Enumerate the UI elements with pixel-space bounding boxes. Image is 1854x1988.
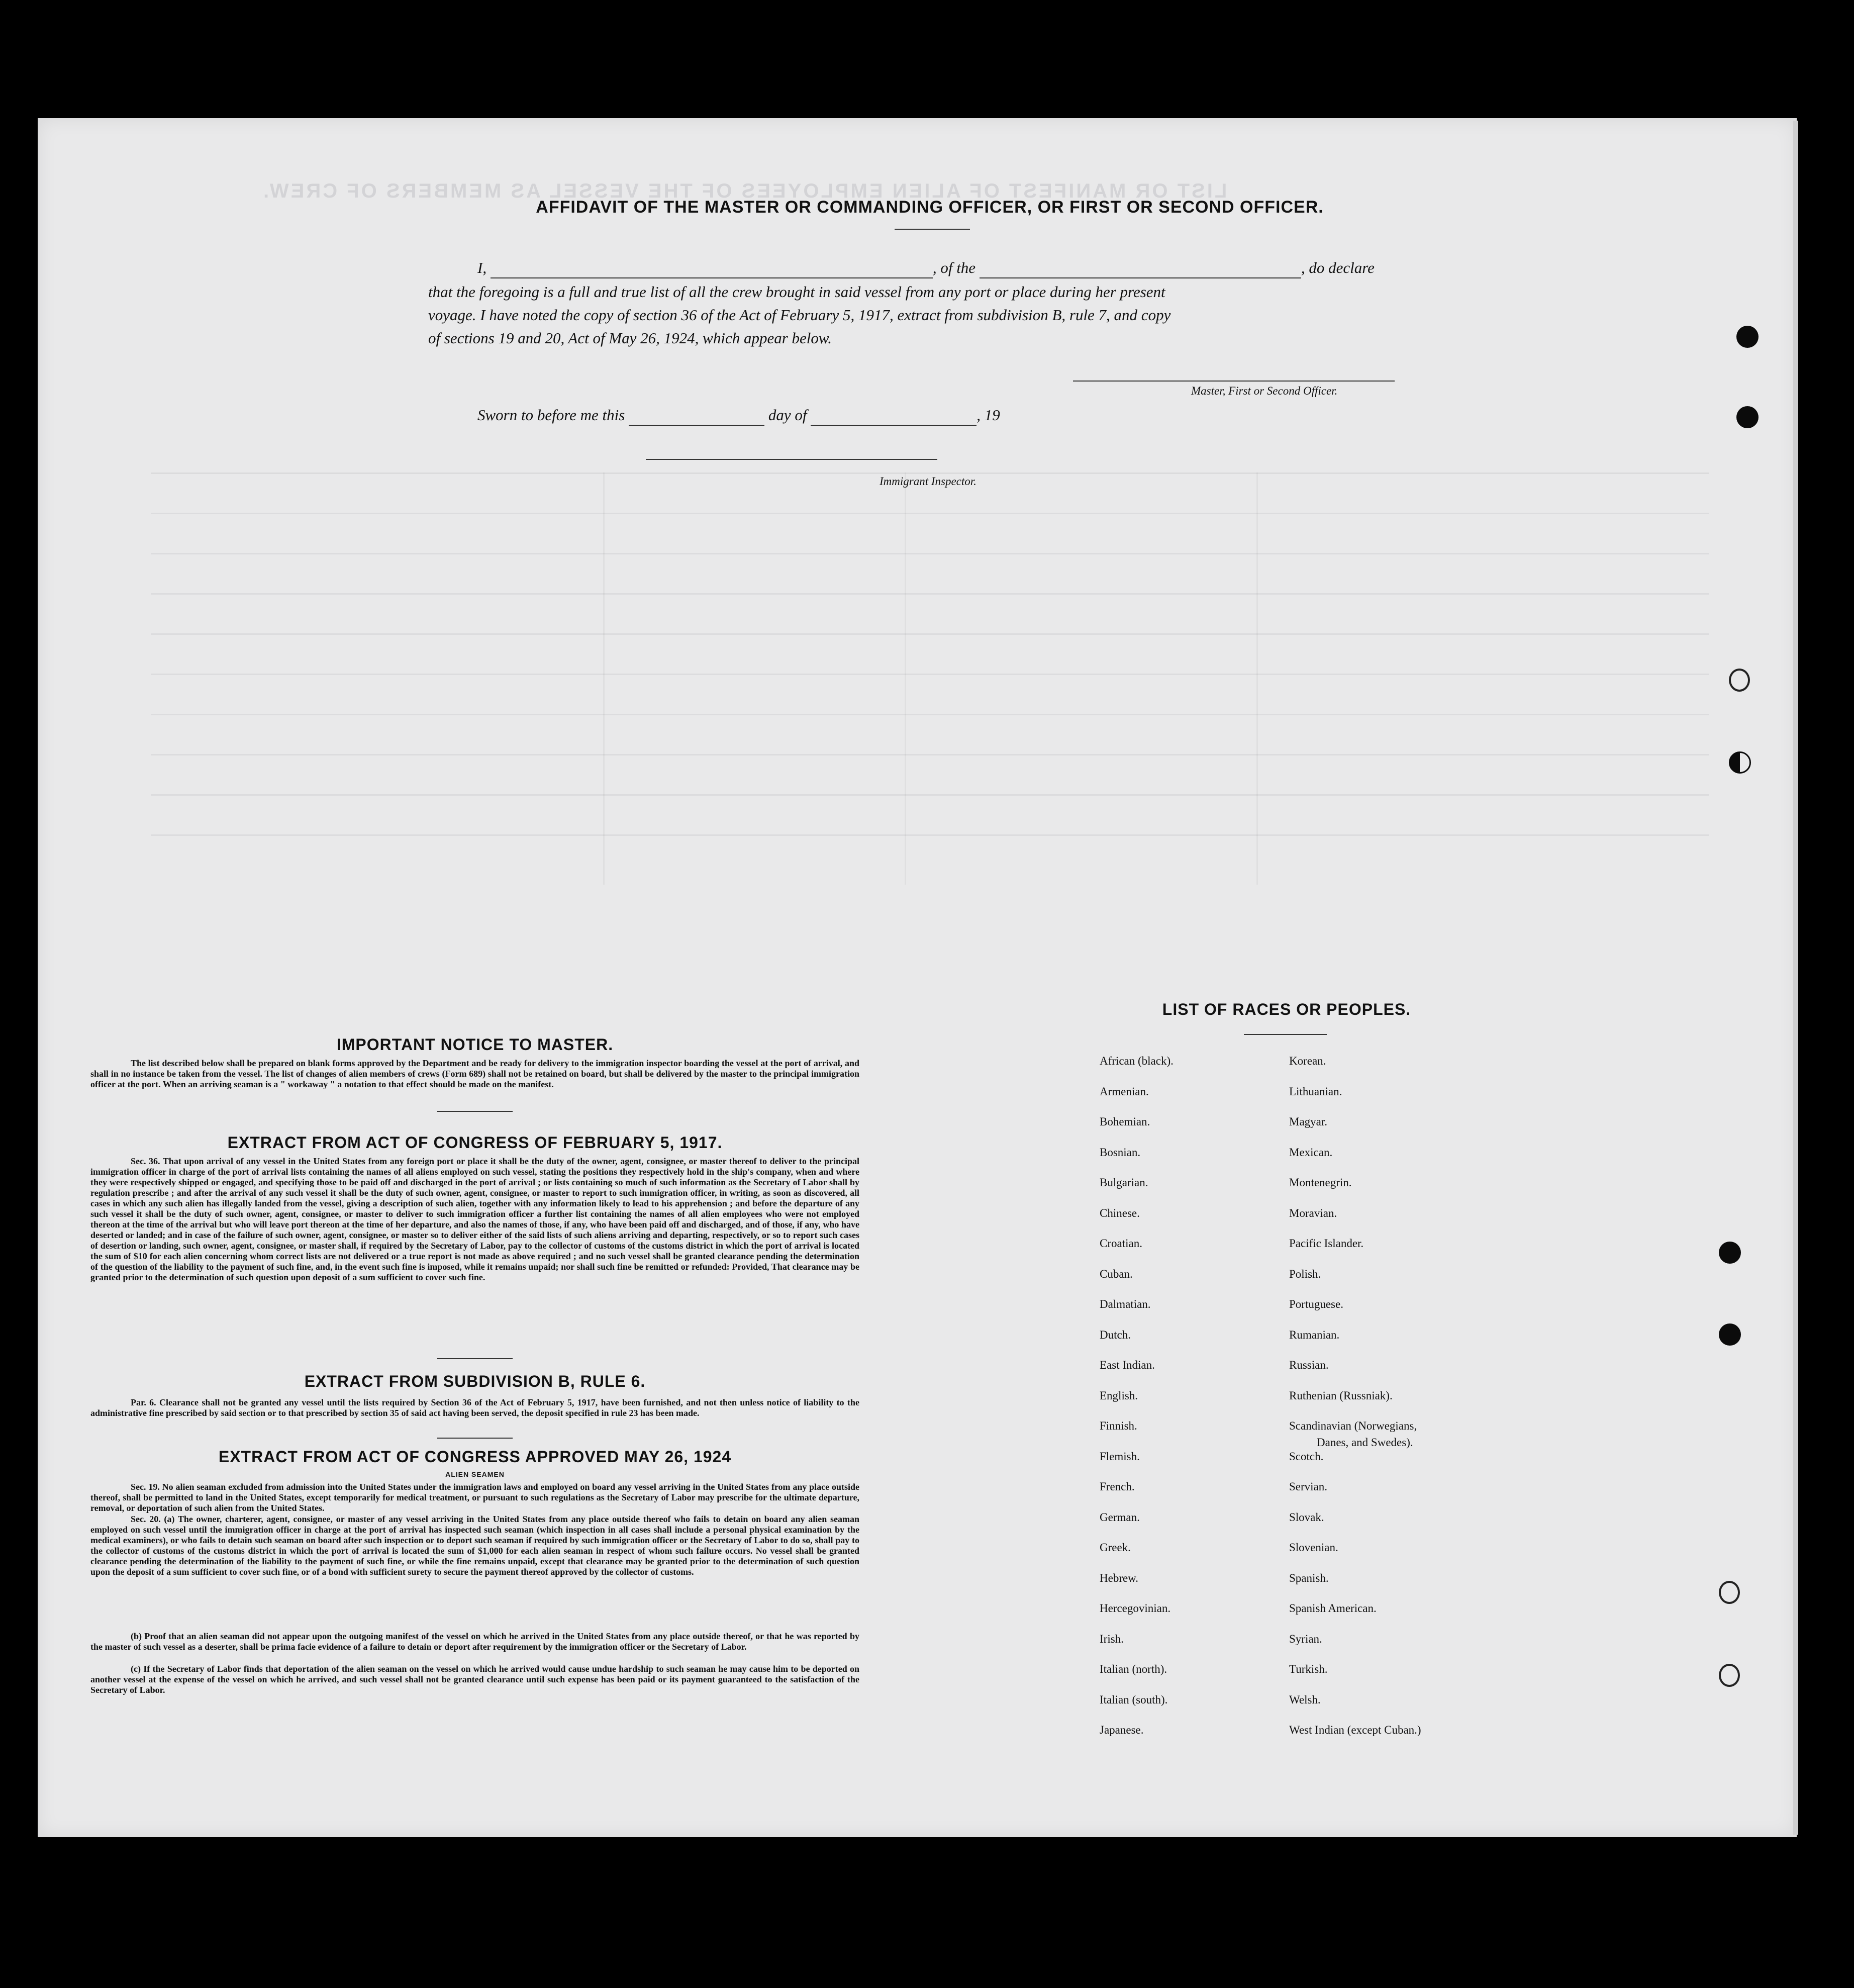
race-item: Russian. bbox=[1289, 1359, 1329, 1371]
race-item: Polish. bbox=[1289, 1267, 1321, 1280]
extract-1917-title: EXTRACT FROM ACT OF CONGRESS OF FEBRUARY 5, 1917. bbox=[227, 1133, 723, 1152]
punch-hole bbox=[1736, 326, 1759, 348]
race-item: Servian. bbox=[1289, 1480, 1328, 1493]
affidavit-line-4: of sections 19 and 20, Act of May 26, 1924, which appear below. bbox=[428, 329, 832, 347]
master-signature-line[interactable] bbox=[1073, 381, 1395, 382]
bleed-through-table bbox=[151, 472, 1709, 900]
race-item: Bosnian. bbox=[1100, 1146, 1141, 1159]
document-page bbox=[38, 118, 1797, 1837]
race-item: Armenian. bbox=[1100, 1085, 1149, 1098]
race-item: West Indian (except Cuban.) bbox=[1289, 1724, 1421, 1736]
section-rule bbox=[437, 1111, 513, 1112]
race-item: Italian (south). bbox=[1100, 1693, 1168, 1706]
race-item: Greek. bbox=[1100, 1541, 1131, 1554]
page-edge bbox=[1793, 121, 1798, 1835]
sworn-mid: day of bbox=[768, 406, 807, 424]
race-item: Dutch. bbox=[1100, 1328, 1131, 1341]
races-title: LIST OF RACES OR PEOPLES. bbox=[1162, 1000, 1411, 1018]
punch-hole bbox=[1719, 1664, 1740, 1687]
race-item: Japanese. bbox=[1100, 1724, 1144, 1736]
race-item: Chinese. bbox=[1100, 1206, 1140, 1219]
inspector-signature-line[interactable] bbox=[646, 459, 937, 460]
sworn-prefix: Sworn to before me this bbox=[477, 406, 625, 424]
declarant-name-field[interactable] bbox=[491, 277, 933, 278]
vessel-name-field[interactable] bbox=[980, 277, 1301, 278]
race-item: Flemish. bbox=[1100, 1450, 1140, 1463]
race-item: Moravian. bbox=[1289, 1206, 1337, 1219]
race-item: French. bbox=[1100, 1480, 1135, 1493]
notice-body: The list described below shall be prepared on blank forms approved by the Department and be ready for delivery to the immigration inspector boarding the vessel at the port of arrival, and shall in no instance be taken from the vessel. The list of changes of alien members of crews (Form 689) shall not be retained on board, but shall be delivered by the master to the principal immigration officer at the port. When an arriving seaman is a " workaway " a notation to that effect should be made on the manifest. bbox=[90, 1058, 859, 1089]
section-rule bbox=[437, 1438, 513, 1439]
race-item: Lithuanian. bbox=[1289, 1085, 1342, 1098]
punch-hole bbox=[1719, 1581, 1740, 1604]
declarant-suffix: , do declare bbox=[1301, 259, 1375, 276]
punch-hole bbox=[1729, 751, 1751, 774]
race-item: English. bbox=[1100, 1389, 1138, 1402]
race-item: Hercegovinian. bbox=[1100, 1602, 1171, 1615]
title-rule bbox=[895, 229, 970, 230]
race-item: Pacific Islander. bbox=[1289, 1237, 1364, 1250]
race-item: Cuban. bbox=[1100, 1267, 1133, 1280]
race-item: Korean. bbox=[1289, 1055, 1326, 1067]
extract-1924-title: EXTRACT FROM ACT OF CONGRESS APPROVED MAY 26, 1924 bbox=[218, 1448, 732, 1466]
notice-title: IMPORTANT NOTICE TO MASTER. bbox=[336, 1035, 614, 1054]
race-item: Ruthenian (Russniak). bbox=[1289, 1389, 1393, 1402]
race-item: Hebrew. bbox=[1100, 1571, 1139, 1584]
affidavit-line-3: voyage. I have noted the copy of section 36 of the Act of February 5, 1917, extract from subdivision B, rule 7, and copy bbox=[428, 306, 1171, 324]
punch-hole bbox=[1729, 669, 1750, 692]
race-item: East Indian. bbox=[1100, 1359, 1155, 1371]
race-item: Syrian. bbox=[1289, 1632, 1322, 1645]
race-item: African (black). bbox=[1100, 1055, 1174, 1067]
affidavit-declaration-line bbox=[477, 257, 1407, 278]
race-item: Croatian. bbox=[1100, 1237, 1142, 1250]
race-item: Welsh. bbox=[1289, 1693, 1321, 1706]
sworn-line bbox=[477, 405, 1000, 426]
race-item: Bulgarian. bbox=[1100, 1176, 1148, 1189]
race-item: German. bbox=[1100, 1510, 1140, 1524]
race-item: Montenegrin. bbox=[1289, 1176, 1352, 1189]
race-item: Bohemian. bbox=[1100, 1115, 1150, 1128]
declarant-mid: , of the bbox=[932, 259, 976, 276]
race-item: Turkish. bbox=[1289, 1663, 1328, 1675]
race-item: Portuguese. bbox=[1289, 1298, 1343, 1310]
punch-hole bbox=[1719, 1242, 1741, 1264]
punch-hole bbox=[1736, 406, 1759, 428]
sworn-day-field[interactable] bbox=[629, 425, 764, 426]
inspector-signature-label: Immigrant Inspector. bbox=[880, 475, 977, 488]
race-item: Dalmatian. bbox=[1100, 1298, 1151, 1310]
race-item: Spanish American. bbox=[1289, 1602, 1377, 1615]
race-item: Magyar. bbox=[1289, 1115, 1328, 1128]
affidavit-line-2: that the foregoing is a full and true list of all the crew brought in said vessel from any port or place during her present bbox=[428, 283, 1165, 301]
race-item: Slovak. bbox=[1289, 1510, 1324, 1524]
sec-20c-body: (c) If the Secretary of Labor finds that deportation of the alien seaman on the vessel on which he arrived would cause undue hardship to such seaman he may cause him to be deported on another vessel at the expense of the vessel on which he arrived, and such vessel shall not be granted clearance until such expense has been paid or its payment guaranteed to the satisfaction of the Secretary of Labor. bbox=[90, 1664, 859, 1695]
affidavit-title: AFFIDAVIT OF THE MASTER OR COMMANDING OFFICER, OR FIRST OR SECOND OFFICER. bbox=[536, 198, 1324, 217]
race-item: Spanish. bbox=[1289, 1571, 1329, 1584]
alien-seamen-subtitle: ALIEN SEAMEN bbox=[445, 1470, 505, 1478]
rule-6-body: Par. 6. Clearance shall not be granted any vessel until the lists required by Section 36 of the Act of February 5, 1917, have been furnished, and not then unless notice of liability to the administrative fine prescribed by said section or to that prescribed by section 35 of said act having been served, the deposit specified in rule 23 has been made. bbox=[90, 1397, 859, 1418]
sec-20a-body: Sec. 20. (a) The owner, charterer, agent, consignee, or master of any vessel arriving in the United States from any place outside thereof who fails to detain on board any alien seaman employed on such vessel until the immigration officer in charge at the port of arrival has inspected such seaman (which inspection in all cases shall include a personal physical examination by the medical examiners), or who fails to detain such seaman on board after such inspection or to deport such seaman if required by such immigration officer or the Secretary of Labor to do so, shall pay to the collector of customs of the customs district in which the port of arrival is located the sum of $1,000 for each alien seaman in respect of whom such failure occurs. No vessel shall be granted clearance pending the determination of the liability to the payment of such fine, or while the fine remains unpaid, except that clearance may be granted prior to the determination of such question upon the deposit of a sum sufficient to cover such fine, or of a bond with sufficient surety to secure the payment thereof approved by the collector of customs. bbox=[90, 1514, 859, 1577]
race-item: Finnish. bbox=[1100, 1419, 1137, 1432]
rule-6-title: EXTRACT FROM SUBDIVISION B, RULE 6. bbox=[304, 1372, 646, 1390]
race-item: Irish. bbox=[1100, 1632, 1124, 1645]
declarant-prefix: I, bbox=[477, 259, 487, 276]
races-rule bbox=[1244, 1034, 1327, 1035]
sec-19-body: Sec. 19. No alien seaman excluded from admission into the United States under the immigration laws and employed on board any vessel arriving in the United States from any place outside thereof, shall be permitted to land in the United States, except temporarily for medical treatment, or pursuant to such regulations as the Secretary of Labor may prescribe for the ultimate departure, removal, or deportation of such alien from the United States. bbox=[90, 1482, 859, 1513]
race-item-continuation: Danes, and Swedes). bbox=[1317, 1436, 1413, 1449]
race-item: Italian (north). bbox=[1100, 1663, 1167, 1675]
race-item: Rumanian. bbox=[1289, 1328, 1340, 1341]
race-item: Scotch. bbox=[1289, 1450, 1324, 1463]
punch-hole bbox=[1719, 1323, 1741, 1346]
sec-20b-body: (b) Proof that an alien seaman did not appear upon the outgoing manifest of the vessel on which he arrived in the United States from any place outside thereof, or that he was reported by the master of such vessel as a deserter, shall be prima facie evidence of a failure to detain or deport after requirement by the immigration officer or the Secretary of Labor. bbox=[90, 1631, 859, 1652]
sworn-month-field[interactable] bbox=[811, 425, 977, 426]
section-rule bbox=[437, 1358, 513, 1359]
race-item: Slovenian. bbox=[1289, 1541, 1338, 1554]
race-item: Mexican. bbox=[1289, 1146, 1333, 1159]
extract-1917-body: Sec. 36. That upon arrival of any vessel in the United States from any foreign port or place it shall be the duty of the owner, agent, consignee, or master thereof to deliver to the principal immigration officer in charge of the port of arrival lists containing the names of all aliens employed on such vessel, stating the positions they respectively hold in the ship's company, when and where they were respectively shipped or engaged, and specifying those to be paid off and discharged in the port of arrival ; or lists containing so much of such information as the Secretary of Labor shall by regulation prescribe ; and after the arrival of any such vessel it shall be the duty of such owner, agent, consignee, or master to report to such immigration officer, in writing, as soon as discovered, all cases in which any such alien has illegally landed from the vessel, giving a description of such alien, together with any information likely to lead to his apprehension ; and before the departure of any such vessel it shall be the duty of such owner, agent, consignee, or master to deliver to such immigration officer a further list containing the names of all alien employees who were not employed thereon at the time of the arrival but who will leave port thereon at the time of her departure, and also the names of those, if any, who have been paid off and discharged, and of those, if any, who have deserted or landed; and in case of the failure of such owner, agent, consignee, or master so to deliver either of the said lists of such aliens arriving and departing, respectively, or so to report such cases of desertion or landing, such owner, agent, consignee, or master shall, if required by the Secretary of Labor, pay to the collector of customs of the customs district in which the port of arrival is located the sum of $10 for each alien concerning whom correct lists are not delivered or a true report is not made as above required ; and no such vessel shall be granted clearance pending the determination of the question of the liability to the payment of such fine, and, in the event such fine is imposed, while it remains unpaid; nor shall such fine be remitted or refunded: Provided, That clearance may be granted prior to the determination of such question upon deposit of a sum sufficient to cover such fine. bbox=[90, 1156, 859, 1282]
race-item: Scandinavian (Norwegians, bbox=[1289, 1419, 1417, 1432]
sworn-year-prefix: , 19 bbox=[977, 406, 1000, 424]
bleed-through-heading: LIST OR MANIFEST OF ALIEN EMPLOYEES OF THE VESSEL AS MEMBERS OF CREW. bbox=[261, 180, 1227, 202]
master-signature-label: Master, First or Second Officer. bbox=[1191, 385, 1338, 397]
